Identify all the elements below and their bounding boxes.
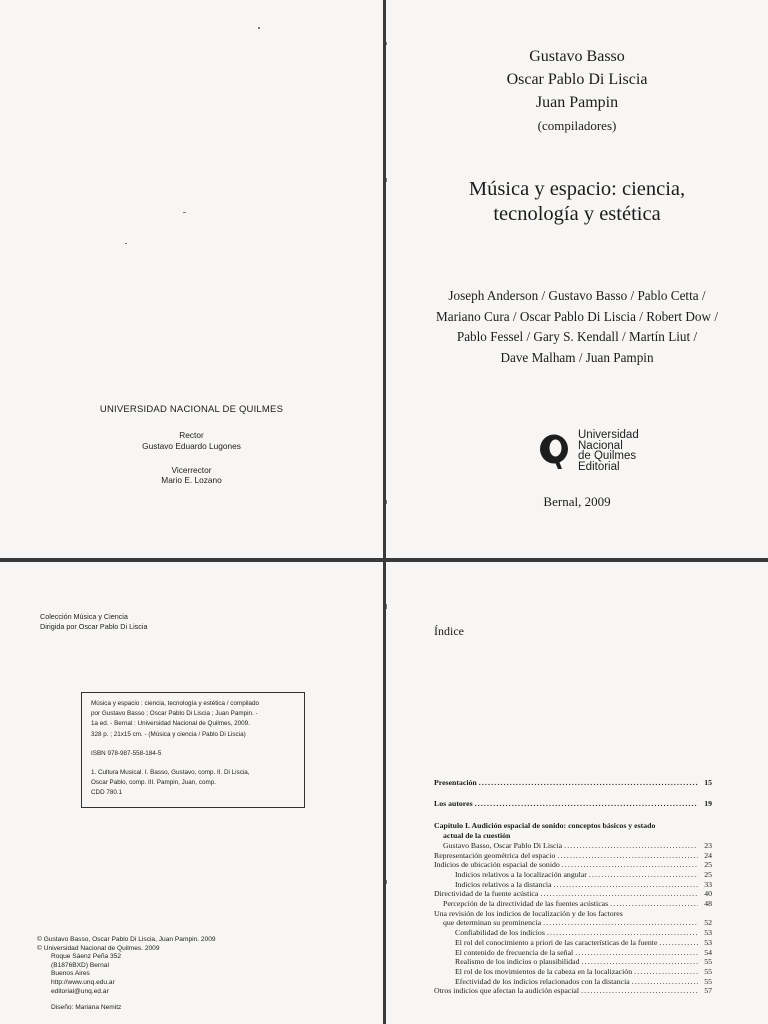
toc-entry [434,799,712,809]
design-credit: Diseño: Mariana Nemitz [51,1004,122,1012]
toc-entry-title: Indicios relativos a la localización angular [455,869,587,879]
toc-entry-title: El contenido de frecuencia de la señal [455,947,574,957]
toc-entry-title: Indicios de ubicación espacial de sonido [434,860,560,870]
university-name: UNIVERSIDAD NACIONAL DE QUILMES [99,404,284,415]
toc-entry [434,899,712,909]
toc-entry-page: 53 [704,937,712,947]
toc-entry-title: que determinan su prominencia [443,918,542,928]
toc-entry-title: Los autores [434,798,473,808]
toc-entry [434,851,712,861]
toc-dot-leader [564,841,698,851]
catalog-isbn: ISBN 978-987-558-184-5 [91,749,162,757]
catalog-line: Oscar Pablo, comp. III. Pampin, Juan, comp. [91,779,216,787]
authors-list [386,286,768,368]
toc-entry-page: 57 [704,986,712,996]
toc-entry [434,909,712,919]
toc-entry [434,880,712,890]
compiler-name: Oscar Pablo Di Liscia [506,71,648,88]
toc-dot-leader [543,918,698,928]
compilers-block [386,45,768,137]
toc-dot-leader [610,899,698,909]
authors-line: Joseph Anderson / Gustavo Basso / Pablo Cetta / [448,288,706,303]
toc-entry-title: Representación geométrica del espacio [434,850,556,860]
toc-entry-page: 15 [704,778,712,787]
toc-entry-page: 25 [704,860,712,870]
toc-entry-page: 53 [704,928,712,938]
toc-dot-leader [589,870,698,880]
toc-entry-page: 48 [704,899,712,909]
toc-entry-title: Directividad de la fuente acústica [434,889,539,899]
collection-info [40,612,147,632]
toc-entry [434,870,712,880]
toc-entry-title: Indicios relativos a la distancia [455,879,552,889]
toc-entry [434,967,712,977]
toc-entry-title: Percepción de la directividad de las fuentes acústicas [443,899,609,909]
logo-line: Universidad [578,429,639,441]
place-year: Bernal, 2009 [543,494,611,509]
toc-entry-title: El rol de los movimientos de la cabeza en la localización [455,966,633,976]
toc-entry-title: Una revisión de los indicios de localización y de los factores [434,908,623,918]
publisher-logo-text [578,430,639,472]
catalog-line: 1a ed. - Bernal : Universidad Nacional de Quilmes, 2009. [91,720,250,728]
toc-entry-title: El rol del conocimiento a priori de las características de la fuente [455,937,658,947]
toc-entry [434,928,712,938]
title-page [386,0,768,558]
authors-line: Pablo Fessel / Gary S. Kendall / Martín Liut / [456,329,698,345]
toc-entry [434,918,712,928]
toc-entry [434,831,712,841]
vicerector-label: Vicerrector [171,464,212,475]
toc-entry [434,957,712,967]
toc-entry [434,977,712,987]
compiler-name: Juan Pampin [535,94,619,111]
toc-entry-page: 55 [704,976,712,986]
book-title-line: Música y espacio: ciencia, [468,178,686,200]
toc-dot-leader [562,860,698,870]
logo-line: Nacional [578,439,623,452]
rector-name: Gustavo Eduardo Lugones [142,440,241,451]
toc-entry [434,821,712,831]
address-line: Roque Sáenz Peña 352 [51,953,122,961]
toc-dot-leader [547,928,698,938]
toc-entry-title: Efectividad de los indicios relacionados con la distancia [455,976,630,986]
copyright-line: © Universidad Nacional de Quilmes. 2009 [37,944,160,952]
toc-entry [434,986,712,996]
table-of-contents [434,778,712,996]
index-page [386,562,768,1024]
logo-line: Editorial [578,460,620,473]
catalog-line: CDD 780.1 [91,789,123,797]
university-officials [0,430,383,486]
toc-entry-page: 24 [704,850,712,860]
catalog-line: por Gustavo Basso ; Oscar Pablo Di Liscia ; Juan Pampin. - [91,710,258,718]
address-line: (B1876BXD) Bernal [51,961,109,969]
toc-dot-leader [582,957,698,967]
toc-dot-leader [581,986,698,996]
toc-entry-page: 55 [704,957,712,967]
toc-entry-page: 19 [704,798,712,808]
toc-dot-leader [479,778,698,788]
publisher-logo-icon [539,434,569,470]
toc-dot-leader [557,851,698,861]
toc-entry-page: 54 [704,947,712,957]
vicerector-name: Mario E. Lozano [161,475,222,486]
collection-director: Dirigida por Oscar Pablo Di Liscia [40,622,148,631]
rector-label: Rector [179,430,204,440]
toc-entry-page: 55 [704,966,712,976]
collection-line: Colección Música y Ciencia [40,612,128,621]
toc-entry [434,860,712,870]
toc-entry [434,948,712,958]
toc-entry-title: Otros indicios que afectan la audición espacial [434,986,580,996]
authors-line: Mariano Cura / Oscar Pablo Di Liscia / Robert Dow / [435,308,718,324]
address-line: Buenos Aires [51,970,90,978]
toc-dot-leader [634,967,698,977]
authors-line: Dave Malham / Juan Pampin [500,349,654,365]
toc-entry-title: Presentación [434,778,477,787]
catalog-line: Música y espacio : ciencia, tecnología y estética / compilado [91,700,260,707]
toc-entry-title: Gustavo Basso, Oscar Pablo Di Liscia [443,840,563,850]
toc-entry-page: 33 [704,879,712,889]
toc-entry [434,841,712,851]
logo-line: de Quilmes [578,450,637,462]
catalog-line: 328 p. ; 21x15 cm. - (Música y ciencia / Pablo Di Liscia) [91,730,246,738]
catalog-record [81,692,305,808]
toc-entry-title: actual de la cuestión [443,831,511,841]
index-heading: Índice [434,624,464,638]
toc-entry [434,889,712,899]
toc-dot-leader [575,948,698,958]
copyright-line: © Gustavo Basso, Oscar Pablo Di Liscia, Juan Pampin. 2009 [37,936,216,943]
toc-entry-page: 23 [704,840,712,850]
catalog-line: 1. Cultura Musical. I. Basso, Gustavo, comp. II. Di Liscia, [91,769,250,777]
university-page [0,0,383,558]
compilers-note: (compiladores) [537,118,617,133]
toc-entry-title: Realismo de los indicios o plausibilidad [455,957,580,967]
toc-entry-page: 40 [704,889,712,899]
toc-entry [434,778,712,788]
toc-entry-page: 25 [704,869,712,879]
toc-entry-title: Capítulo I. Audición espacial de sonido: conceptos básicos y estado [434,821,656,831]
book-title [386,177,768,227]
credits-page [0,562,383,1024]
toc-dot-leader [554,880,698,890]
toc-entry [434,938,712,948]
toc-dot-leader [632,977,698,987]
toc-dot-leader [475,799,698,809]
compiler-name: Gustavo Basso [529,48,625,65]
toc-dot-leader [659,938,698,948]
address-line: http://www.unq.edu.ar [51,978,115,986]
toc-entry-page: 52 [704,918,712,928]
toc-entry-title: Confiabilidad de los indicios [455,928,545,938]
toc-dot-leader [540,889,698,899]
book-title-line: tecnología y estética [493,203,661,225]
copyright-block [37,936,216,1013]
address-line: editorial@unq.ed.ar [51,987,109,995]
